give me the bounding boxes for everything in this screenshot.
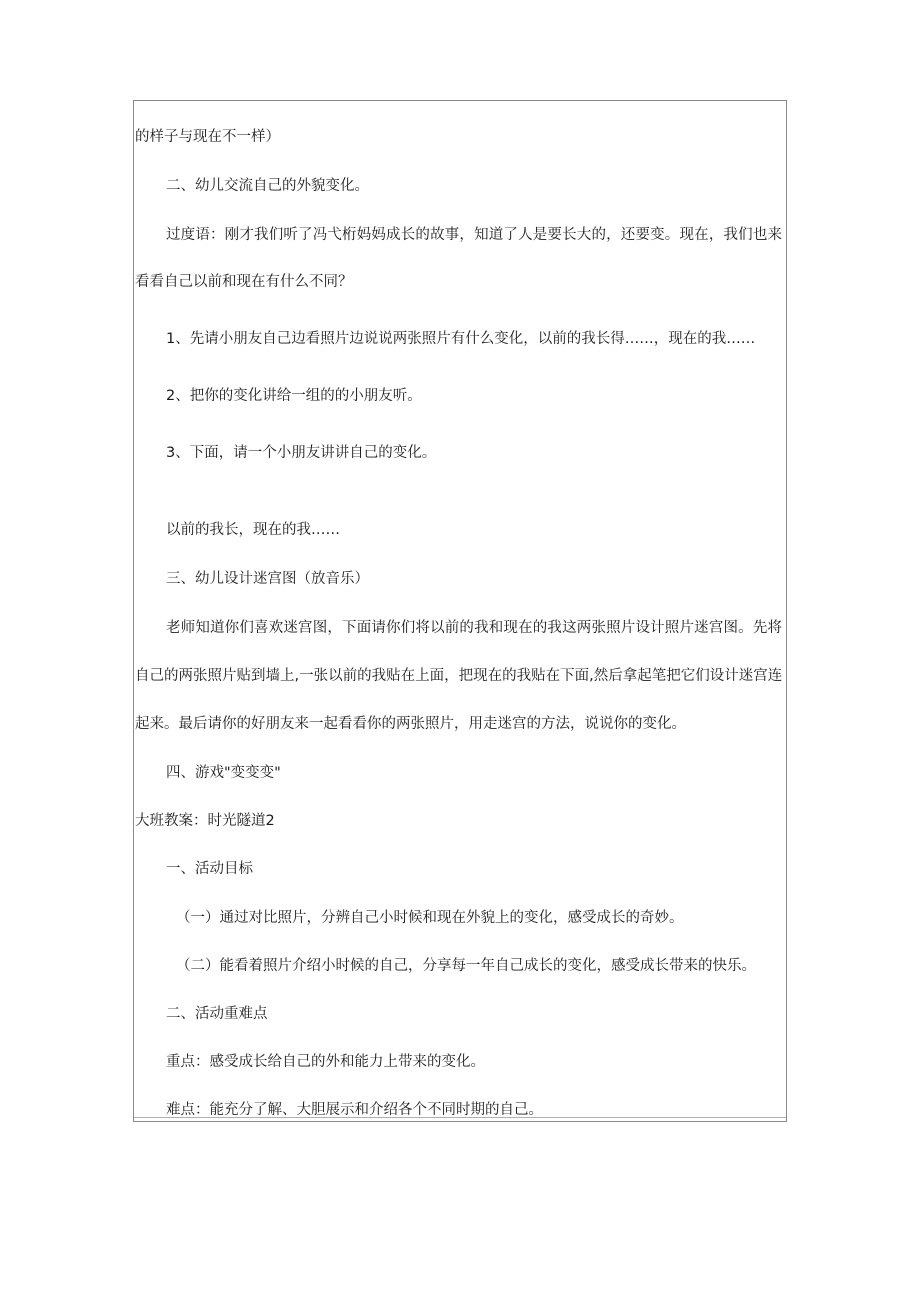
- heading-game: 四、游戏"变变变": [166, 765, 281, 781]
- heading-activity-goals: 一、活动目标: [166, 861, 253, 877]
- text-transition-line-2: 看看自己以前和现在有什么不同？: [135, 274, 353, 290]
- text-maze-line-2: 自己的两张照片贴到墙上,一张以前的我贴在上面，把现在的我贴在下面,然后拿起笔把它们设计迷宫连: [135, 668, 783, 684]
- text-transition-line-1: 过度语：刚才我们听了冯弋桁妈妈成长的故事，知道了人是要长大的，还要变。现在，我们也来: [166, 227, 782, 243]
- heading-exchange-appearance: 二、幼儿交流自己的外貌变化。: [166, 178, 369, 194]
- step-3: 3、下面，请一个小朋友讲讲自己的变化。: [166, 445, 437, 461]
- text-maze-line-1: 老师知道你们喜欢迷宫图，下面请你们将以前的我和现在的我这两张照片设计照片迷宫图。先将: [166, 620, 782, 636]
- step-2: 2、把你的变化讲给一组的的小朋友听。: [166, 388, 422, 404]
- goal-2: （二）能看着照片介绍小时候的自己，分享每一年自己成长的变化，感受成长带来的快乐。: [176, 958, 756, 974]
- text-maze-line-3: 起来。最后请你的好朋友来一起看看你的两张照片，用走迷宫的方法，说说你的变化。: [135, 716, 686, 732]
- goal-1: （一）通过对比照片，分辨自己小时候和现在外貌上的变化，感受成长的奇妙。: [176, 910, 684, 926]
- text-difficult-point: 难点：能充分了解、大胆展示和介绍各个不同时期的自己。: [166, 1102, 543, 1118]
- step-1: 1、先请小朋友自己边看照片边说说两张照片有什么变化，以前的我长得……，现在的我……: [166, 331, 756, 347]
- text-before-now: 以前的我长，现在的我……: [166, 522, 340, 538]
- text-key-point: 重点：感受成长给自己的外和能力上带来的变化。: [166, 1054, 485, 1070]
- heading-key-difficult-points: 二、活动重难点: [166, 1006, 268, 1022]
- lesson-title: 大班教案：时光隧道2: [135, 813, 275, 829]
- text-line-continuation: 的样子与现在不一样）: [135, 129, 280, 145]
- heading-maze-design: 三、幼儿设计迷宫图（放音乐）: [166, 571, 369, 587]
